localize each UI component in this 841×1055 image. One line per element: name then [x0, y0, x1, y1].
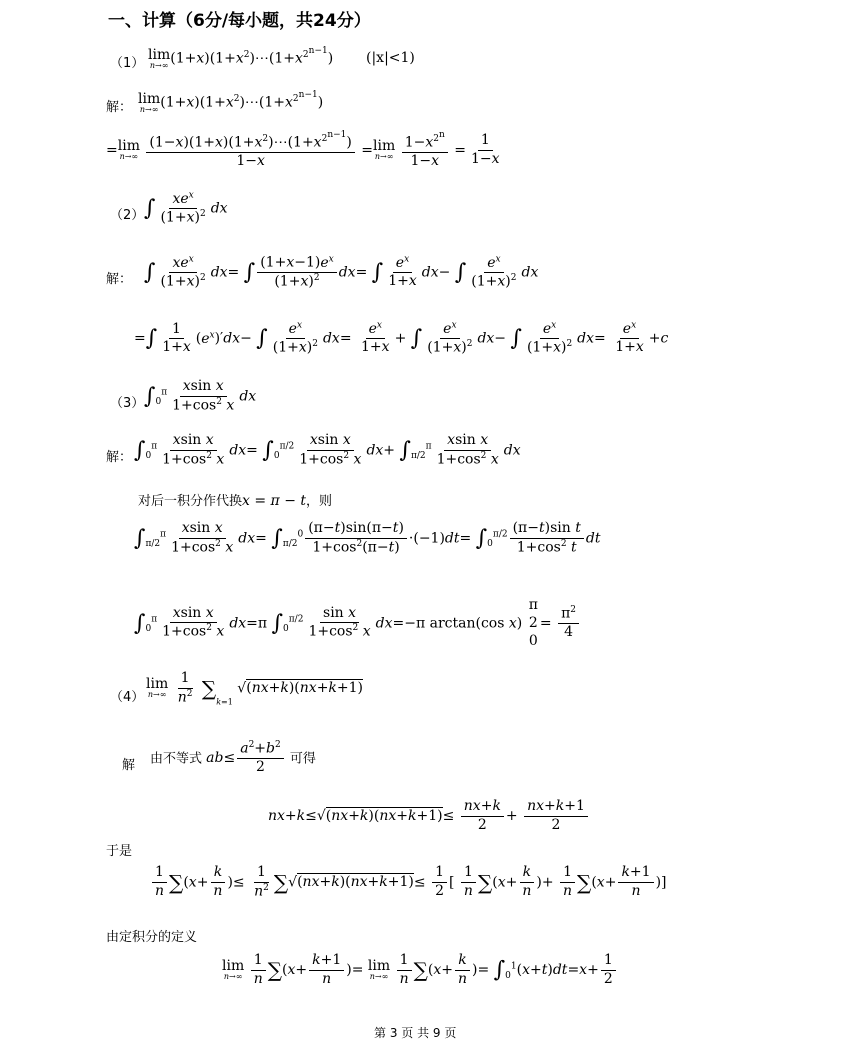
problem-1-condition: (|x|<1) — [366, 50, 415, 66]
page-footer: 第 3 页 共 9 页 — [374, 1026, 457, 1040]
solution-4-label: 解 — [122, 758, 136, 773]
solution-2-line1: ∫ $\frac{xe^x}{(1+x)^2}$ dx= ∫ $\frac{(1+x-1)e^x}{(1+x)^2}$ dx= ∫ $\frac{e^x}{1+x}$ dx− ∫ $\frac{e^x}{(1+x)^2}$ dx — [144, 254, 539, 290]
solution-2-label: 解： — [106, 272, 133, 287]
problem-4-label: （4） — [110, 690, 145, 705]
solution-4-line3: lim n→∞ $\frac{1}{n}$ ∑(x+ $\frac{k+1}{n}$ )= lim n→∞ $\frac{1}{n}$ ∑(x+ $\frac{k}{n}$ )= $\int_0^1(x+t)dt=x+$ $\frac{1}{2}$ — [222, 952, 618, 988]
solution-4-line2: $\frac{1}{n}$ ∑(x+ $\frac{k}{n}$ )≤ $\frac{1}{n^2}$ ∑√(nx+k)(nx+k+1)≤ $\frac{1}{2}$ [ $\frac{1}{n}$ ∑(x+ $\frac{k}{n}$ )+ $\frac{1}{n}$ ∑(x+ $\frac{k+1}{n}$ )] — [150, 864, 667, 901]
problem-1-label: （1） — [110, 56, 145, 71]
solution-1-line1: lim n→∞ $(1+x)(1+x^2)\cdots(1+x^{2^{n-1}})$ — [138, 90, 324, 114]
problem-4-expr: lim n→∞ $\frac{1}{n^2}$ ∑k=1 √(nx+k)(nx+k+1) — [146, 670, 364, 707]
problem-1-expr: lim n→∞ $(1+x)(1+x^2)\cdots(1+x^{2^{n-1}})$ — [148, 46, 334, 70]
problem-2-label: （2） — [110, 208, 145, 223]
solution-4-line1: nx+k≤√(nx+k)(nx+k+1)≤ $\frac{nx+k}{2}$ + $\frac{nx+k+1}{2}$ — [268, 798, 590, 834]
solution-3-line1: $\int_0^\pi$ $\frac{\text{xsin x}}{1+\cos^2 x}$ $dx= \int_0^{\pi/2}$ $\frac{\text{xsin x}}{1+\cos^2 x}$ $dx+ \int_{\pi/2}^\pi$ $\frac{\text{xsin x}}{1+\cos^2 x}$ dx — [134, 432, 521, 468]
solution-3-line3: $\int_0^\pi$ $\frac{\text{xsin x}}{1+\cos^2 x}$ dx=π $\int_0^{\pi/2}$ $\frac{\text{sin x}}{1+\cos^2 x}$ dx=−π arctan(cos x) π 2 0 = $\frac{\pi^2}{4}$ — [134, 596, 581, 651]
solution-4-yushi: 于是 — [106, 844, 133, 859]
problem-3-label: （3） — [110, 396, 145, 411]
problem-3-expr: $\int_0^\pi$ $\frac{\text{xsin x}}{1+\cos^2 x}$ dx — [144, 378, 257, 414]
solution-3-label: 解： — [106, 450, 133, 465]
solution-4-def-text: 由定积分的定义 — [106, 930, 198, 945]
solution-1-label: 解： — [106, 100, 133, 115]
section-title: 一、计算（6分/每小题，共24分） — [108, 11, 371, 31]
substitution-text: 对后一积分作代换x = π − t，则 — [138, 493, 333, 509]
solution-2-line2: =∫ $\frac{1}{1+x}$ $(e^x)'dx-$ ∫ $\frac{e^x}{(1+x)^2}$ dx= $\frac{e^x}{1+x}$ + ∫ $\frac{e^x}{(1+x)^2}$ dx− ∫ $\frac{e^x}{(1+x)^2}$ dx= $\frac{e^x}{1+x}$ +c — [134, 320, 669, 356]
problem-2-expr: ∫ $\frac{xe^x}{(1+x)^2}$ dx — [144, 190, 228, 226]
solution-1-line2: =lim n→∞ $\frac{(1-x)(1+x)(1+x^2)\cdots(1+x^{2^{n-1}})}{1-x}$ =lim n→∞ $\frac{1-x^{2^n}}{1-x}$ = $\frac{1}{1-x}$ — [106, 130, 500, 170]
solution-3-line2: $\int_{\pi/2}^\pi$ $\frac{\text{xsin x}}{1+\cos^2 x}$ $dx= \int_{\pi/2}^0$ $\frac{(\pi-t)\sin(\pi-t)}{1+\cos^2(\pi-t)}$ $\cdot(-1)dt= \int_0^{\pi/2}$ $\frac{\text{(π−t)sin t}}{1+\cos^2 t}$ dt — [134, 520, 601, 556]
solution-4-ineq: 由不等式 ab≤ $\frac{a^2+b^2}{2}$ 可得 — [150, 740, 316, 776]
